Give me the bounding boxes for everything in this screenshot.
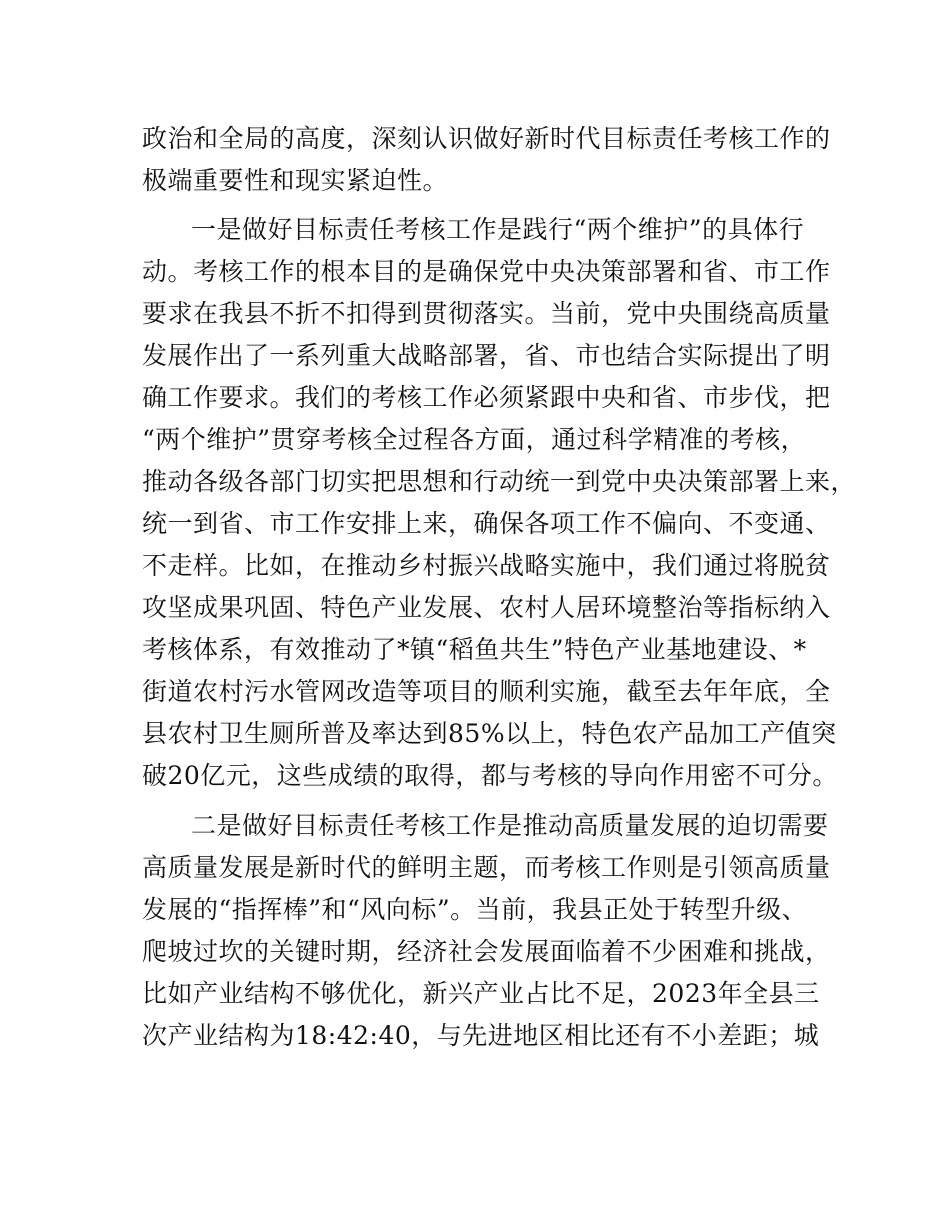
text-line: 推动各级各部门切实把思想和行动统一到党中央决策部署上来， (142, 467, 857, 496)
text-line: 要求在我县不折不扣得到贯彻落实。当前，党中央围绕高质量 (142, 299, 831, 328)
text-line: 极端重要性和现实紧迫性。 (142, 166, 449, 195)
text-line: 发展的“指挥棒”和“风向标”。当前，我县正处于转型升级、 (142, 895, 808, 924)
text-line: 动。考核工作的根本目的是确保党中央决策部署和省、市工作 (142, 257, 831, 286)
text-line: 县农村卫生厕所普及率达到85%以上，特色农产品加工产值突 (142, 719, 837, 748)
text-line: 确工作要求。我们的考核工作必须紧跟中央和省、市步伐，把 (142, 383, 831, 412)
text-line: 破20亿元，这些成绩的取得，都与考核的导向作用密不可分。 (142, 761, 838, 790)
paragraph-first-line: 一是做好目标责任考核工作是践行“两个维护”的具体行 (191, 215, 805, 244)
text-line: 高质量发展是新时代的鲜明主题，而考核工作则是引领高质量 (142, 853, 831, 882)
text-line: 次产业结构为18:42:40，与先进地区相比还有不小差距；城 (142, 1021, 820, 1050)
text-line: 不走样。比如，在推动乡村振兴战略实施中，我们通过将脱贫 (142, 551, 831, 580)
text-line: 统一到省、市工作安排上来，确保各项工作不偏向、不变通、 (142, 509, 831, 538)
text-line: 发展作出了一系列重大战略部署，省、市也结合实际提出了明 (142, 341, 831, 370)
text-line: “两个维护”贯穿考核全过程各方面，通过科学精准的考核， (142, 425, 807, 454)
text-line: 考核体系，有效推动了*镇“稻鱼共生”特色产业基地建设、* (142, 635, 807, 664)
text-line: 比如产业结构不够优化，新兴产业占比不足，2023年全县三 (142, 979, 820, 1008)
text-line: 街道农村污水管网改造等项目的顺利实施，截至去年年底，全 (142, 677, 831, 706)
text-line: 攻坚成果巩固、特色产业发展、农村人居环境整治等指标纳入 (142, 593, 831, 622)
text-line: 政治和全局的高度，深刻认识做好新时代目标责任考核工作的 (142, 124, 831, 153)
paragraph-first-line: 二是做好目标责任考核工作是推动高质量发展的迫切需要 (191, 811, 829, 840)
text-line: 爬坡过坎的关键时期，经济社会发展面临着不少困难和挑战， (142, 937, 831, 966)
